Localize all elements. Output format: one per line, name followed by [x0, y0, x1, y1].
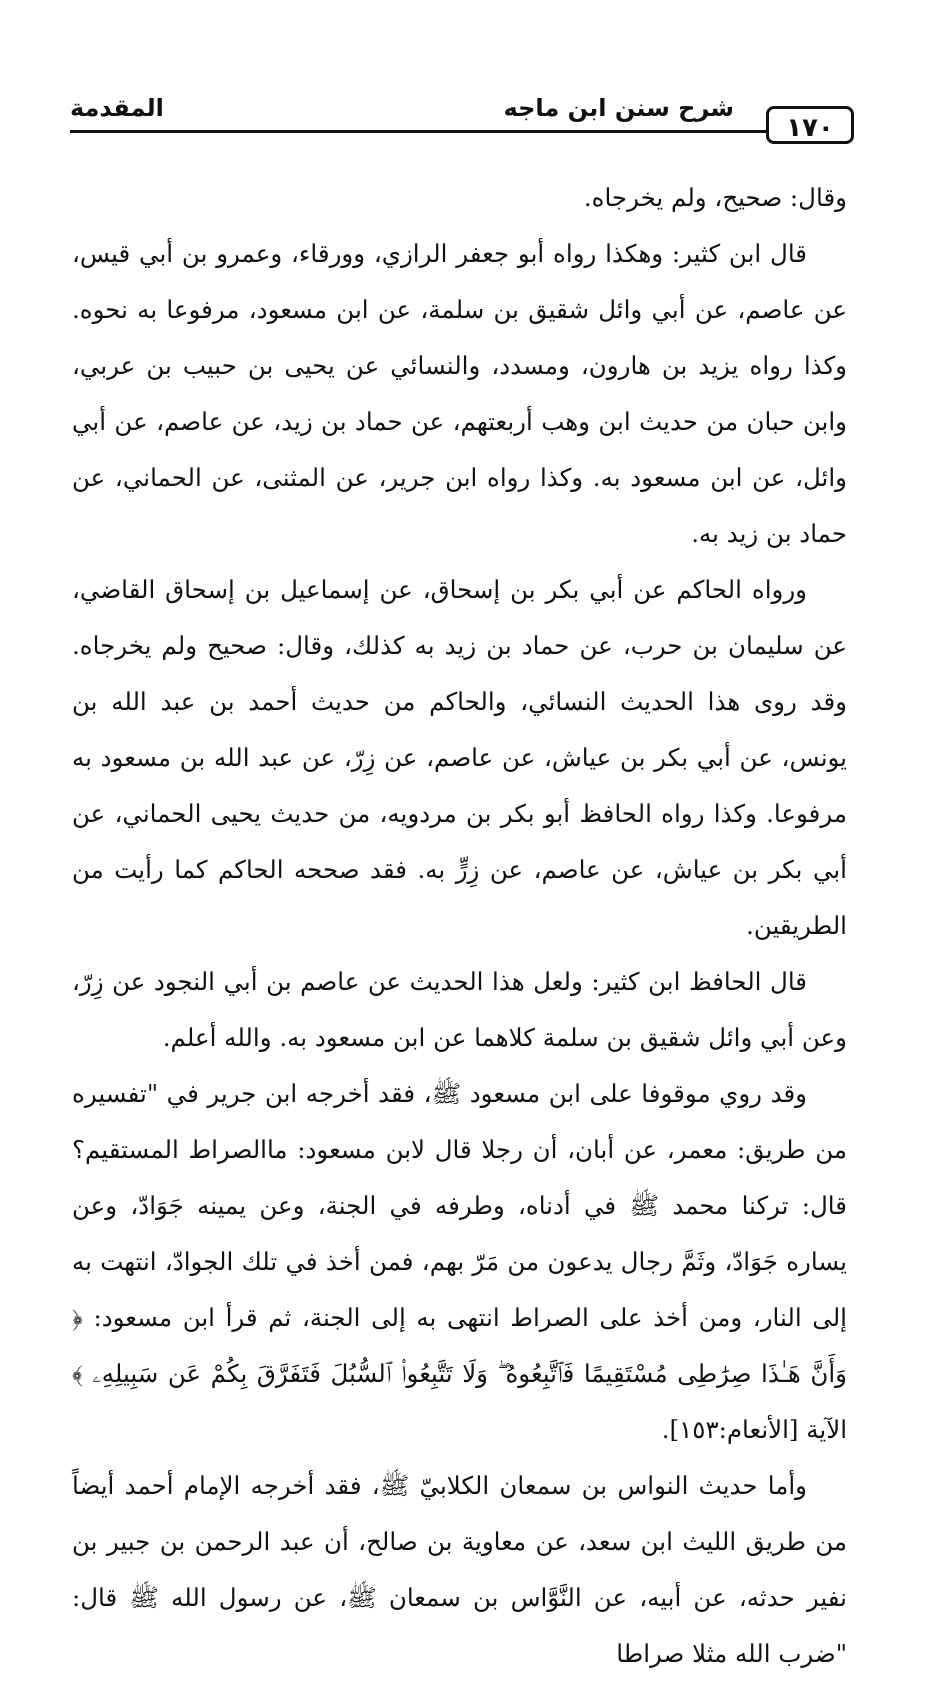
paragraph: وقال: صحيح، ولم يخرجاه.: [583, 183, 847, 212]
paragraph: وقد روي موقوفا على ابن مسعود ﷺ، فقد أخرجه ابن جرير في "تفسيره من طريق: معمر، عن أبان، أن رجلا قال لابن مسعود: ماالصراط المستقيم؟ قال: تركنا محمد ﷺ في أدناه، وطرفه في الجنة، وعن يمينه جَوَادّ، وعن يساره جَوَادّ، وثَمَّ رجال يدعون من مَرّ بهم، فمن أخذ في تلك الجوادّ، انتهت به إلى النار، ومن أخذ على الصراط انتهى به إلى الجنة، ثم قرأ ابن مسعود: ﴿ وَأَنَّ هَـٰذَا صِرَٰطِى مُسْتَقِيمًا فَٱتَّبِعُوهُ ۖ وَلَا تَتَّبِعُوا۟ ٱلسُّبُلَ فَتَفَرَّقَ بِكُمْ عَن سَبِيلِهِۦ ﴾ الآية [الأنعام:١٥٣].: [72, 1079, 847, 1444]
paragraph: قال الحافظ ابن كثير: ولعل هذا الحديث عن عاصم بن أبي النجود عن زِرّ، وعن أبي وائل شقيق بن سلمة كلاهما عن ابن مسعود به. والله أعلم.: [72, 967, 847, 1052]
paragraph: قال ابن كثير: وهكذا رواه أبو جعفر الرازي، وورقاء، وعمرو بن أبي قيس، عن عاصم، عن أبي وائل شقيق بن سلمة، عن ابن مسعود، مرفوعا به نحوه. وكذا رواه يزيد بن هارون، ومسدد، والنسائي عن يحيى بن حبيب بن عربي، وابن حبان من حديث ابن وهب أربعتهم، عن حماد بن زيد، عن عاصم، عن أبي وائل، عن ابن مسعود به. وكذا رواه ابن جرير، عن المثنى، عن الحماني، عن حماد بن زيد به.: [72, 239, 847, 548]
page-number: ١٧٠: [766, 106, 854, 144]
section-title: المقدمة: [70, 94, 164, 122]
page-body: [72, 170, 847, 1682]
paragraph: وأما حديث النواس بن سمعان الكلابيّ ﷺ، فقد أخرجه الإمام أحمد أيضاً من طريق الليث ابن سعد، عن معاوية بن صالح، أن عبد الرحمن بن جبير بن نفير حدثه، عن أبيه، عن النَّوَّاس بن سمعان ﷺ، عن رسول الله ﷺ قال: "ضرب الله مثلا صراطا: [72, 1471, 847, 1668]
header-rule: [70, 130, 766, 133]
book-title: شرح سنن ابن ماجه: [503, 94, 734, 122]
page-header: [70, 92, 854, 148]
paragraph: ورواه الحاكم عن أبي بكر بن إسحاق، عن إسماعيل بن إسحاق القاضي، عن سليمان بن حرب، عن حماد بن زيد به كذلك، وقال: صحيح ولم يخرجاه. وقد روى هذا الحديث النسائي، والحاكم من حديث أحمد بن عبد الله بن يونس، عن أبي بكر بن عياش، عن عاصم، عن زِرّ، عن عبد الله بن مسعود به مرفوعا. وكذا رواه الحافظ أبو بكر بن مردويه، من حديث يحيى الحماني، عن أبي بكر بن عياش، عن عاصم، عن زِرٍّ به. فقد صححه الحاكم كما رأيت من الطريقين.: [72, 575, 847, 940]
